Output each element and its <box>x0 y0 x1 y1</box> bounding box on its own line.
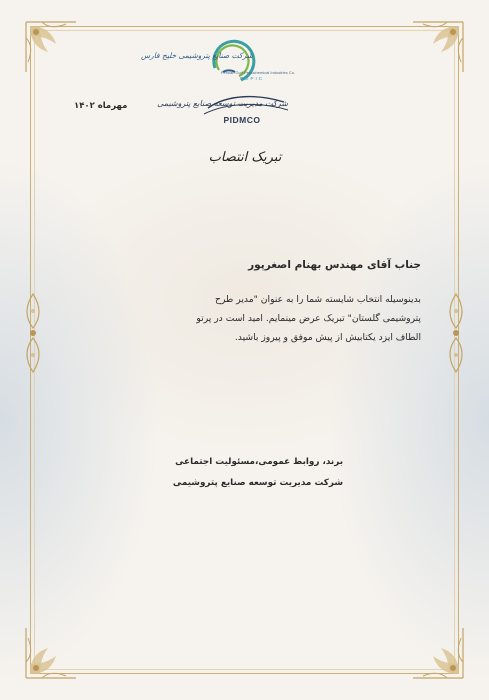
page-title: تبریک انتصاب <box>208 150 282 165</box>
body-line-2: پتروشیمی گلستان" تبریک عرض مینمایم. امید است در پرتو <box>196 313 421 324</box>
corner-ornament-icon <box>409 18 467 76</box>
pgpic-name-fa: شرکت صنایع پتروشیمی خلیج فارس <box>140 51 253 60</box>
pidmco-name-fa: شرکت مدیریت توسعه صنایع پتروشیمی <box>157 99 288 108</box>
side-ornament-icon <box>22 292 44 374</box>
corner-ornament-icon <box>22 624 80 682</box>
pidmco-abbr: PIDMCO <box>223 115 261 125</box>
pgpic-abbr: PGPIC <box>240 76 265 81</box>
corner-ornament-icon <box>409 624 467 682</box>
body-line-3: الطاف ایزد یکتابیش از پیش موفق و پیروز باشید. <box>234 332 421 343</box>
side-ornament-icon <box>445 292 467 374</box>
signature-department: برند، روابط عمومی،مسئولیت اجتماعی <box>175 457 343 467</box>
letter-body <box>68 290 421 347</box>
corner-ornament-icon <box>22 18 80 76</box>
pgpic-logo-icon <box>140 34 317 92</box>
pgpic-name-en: Persian Gulf Petrochemical Industries Co. <box>220 70 296 75</box>
signature-company: شرکت مدیریت توسعه صنایع پتروشیمی <box>172 478 343 488</box>
recipient-name: جناب آقای مهندس بهنام اصغرپور <box>248 259 421 271</box>
letter-date: مهرماه ۱۴۰۲ <box>74 101 128 111</box>
body-line-1: بدینوسیله انتخاب شایسته شما را به عنوان "مدیر طرح <box>215 294 421 305</box>
